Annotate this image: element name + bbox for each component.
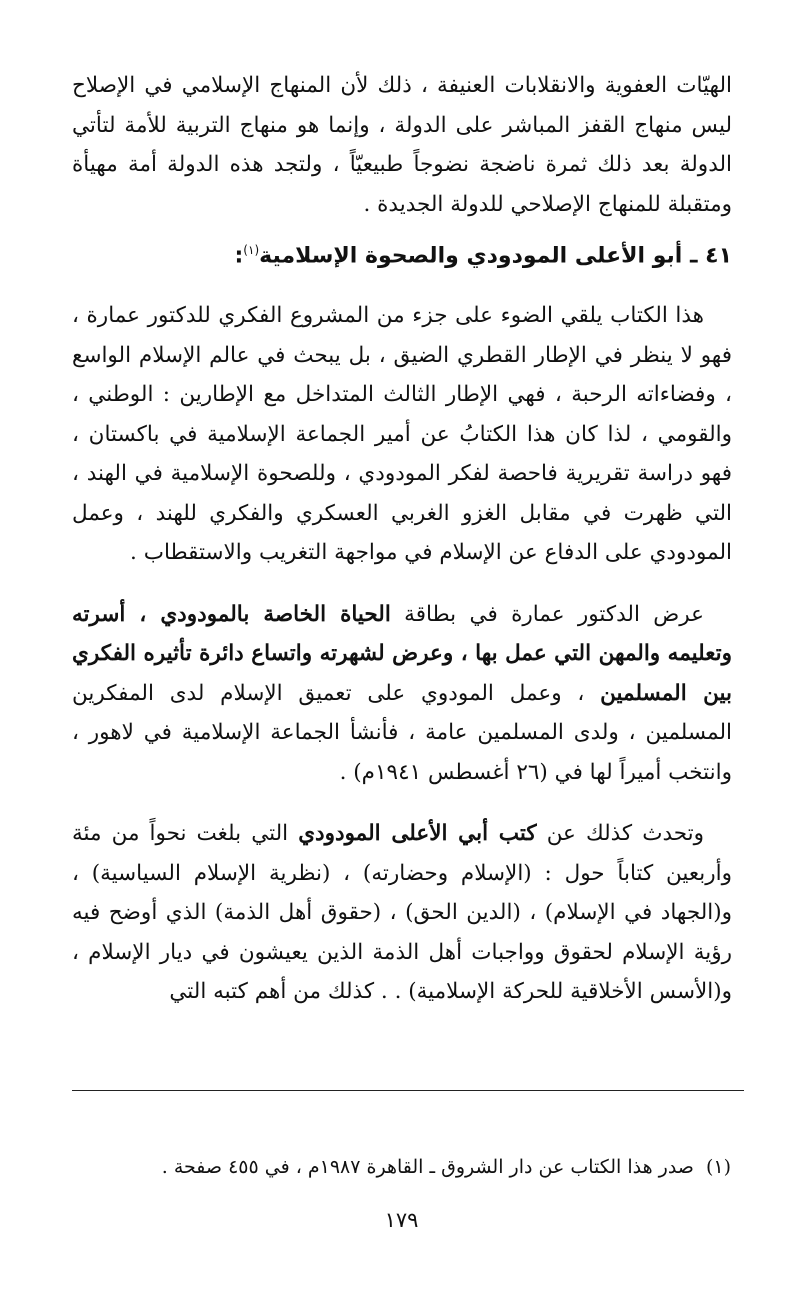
paragraph-2: [72, 595, 732, 793]
section-heading-text: ٤١ ـ أبو الأعلى المودودي والصحوة الإسلامية: [259, 243, 732, 269]
footnote-text: صدر هذا الكتاب عن دار الشروق ـ القاهرة ١٩٨٧م ، في ٤٥٥ صفحة .: [161, 1156, 694, 1178]
paragraph-3-bold-text: كتب أبي الأعلى المودودي: [298, 821, 537, 847]
section-heading-suffix: :: [234, 243, 244, 269]
paragraph-1: هذا الكتاب يلقي الضوء على جزء من المشروع الفكري للدكتور عمارة ، فهو لا ينظر في الإطار القطري الضيق ، بل يبحث في عالم الإسلام الواسع ، وفضاءاته الرحبة ، فهي الإطار الثالث المتداخل مع الإطارين : الوطني ، والقومي ، لذا كان هذا الكتابُ عن أمير الجماعة الإسلامية في باكستان ، فهو دراسة تقريرية فاحصة لفكر المودودي ، وللصحوة الإسلامية في الهند ، التي ظهرت في مقابل الغزو الغربي العسكري والفكري للهند ، وعمل المودودي على الدفاع عن الإسلام في مواجهة التغريب والاستقطاب .: [72, 303, 732, 566]
section-heading: [72, 230, 732, 276]
paragraph-2-bold-text: الحياة الخاصة بالمودودي ، أسرته وتعليمه والمهن التي عمل بها ، وعرض لشهرته واتساع دائرة تأثيره الفكري بين المسلمين: [72, 601, 732, 706]
paragraph-3: [72, 814, 732, 1012]
top-paragraph: الهيّات العفوية والانقلابات العنيفة ، ذلك لأن المنهاج الإسلامي في الإصلاح ليس منهاج القفز المباشر على الدولة ، وإنما هو منهاج التربية للأمة لتأتي الدولة بعد ذلك ثمرة ناضجة نضوجاً طبيعيّاً ، ولتجد هذه الدولة أمة مهيأة ومتقبلة للمنهاج الإصلاحي للدولة الجديدة .: [72, 73, 732, 217]
paragraph-3-rest: التي بلغت نحواً من مئة وأربعين كتاباً حول : (الإسلام وحضارته) ، (نظرية الإسلام السياسية) ، و(الجهاد في الإسلام) ، (الدين الحق) ، (حقوق أهل الذمة) الذي أوضح فيه رؤية الإسلام لحقوق وواجبات أهل الذمة الذين يعيشون في ديار الإسلام ، و(الأسس الأخلاقية للحركة الإسلامية) . . كذلك من أهم كتبه التي: [72, 821, 732, 1005]
paragraph-2-rest: ، وعمل المودوي على تعميق الإسلام لدى المفكرين المسلمين ، ولدى المسلمين عامة ، فأنشأ الجماعة الإسلامية في لاهور ، وانتخب أميراً لها في (٢٦ أغسطس ١٩٤١م) .: [72, 680, 732, 785]
page-number: ١٧٩: [384, 1208, 419, 1232]
footnote-reference[interactable]: (١): [243, 243, 260, 257]
footnote: [71, 1152, 731, 1182]
footnote-divider: [72, 1090, 744, 1091]
paragraph-3-intro: وتحدث كذلك عن: [536, 821, 704, 847]
paragraph-2-intro: عرض الدكتور عمارة في بطاقة: [390, 601, 704, 627]
footnote-marker: (١): [705, 1156, 731, 1178]
page-body: [72, 66, 732, 1012]
